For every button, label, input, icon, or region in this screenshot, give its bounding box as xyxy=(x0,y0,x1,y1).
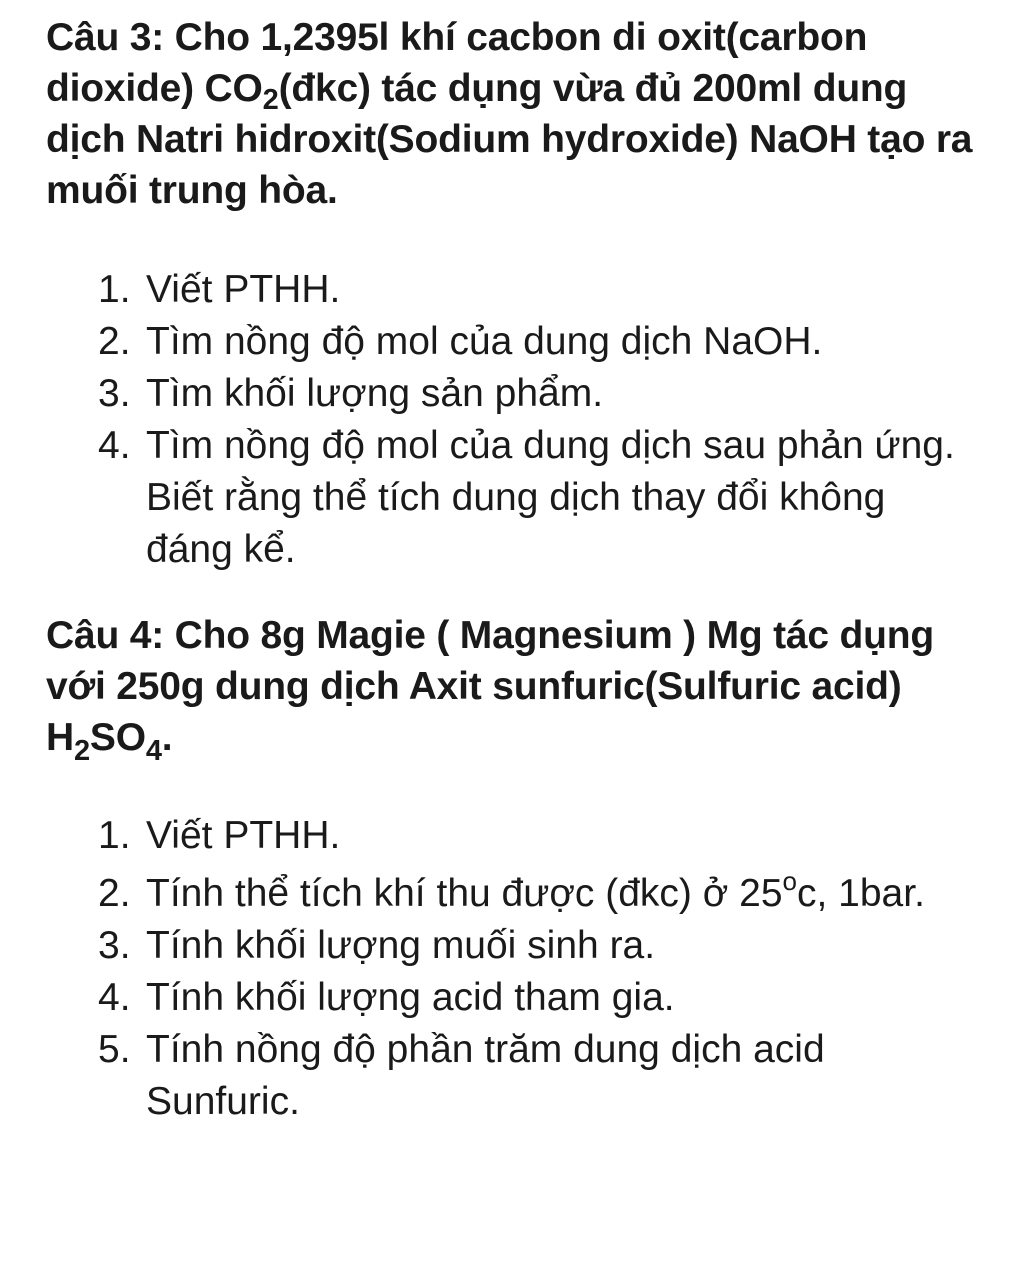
question-3-heading-text: Câu 3: Cho 1,2395l khí cacbon di oxit(carbon dioxide) CO xyxy=(46,16,868,110)
list-item xyxy=(98,316,978,368)
question-4-heading-text: Câu 4: Cho 8g Magie ( Magnesium ) Mg tác dụng với 250g dung dịch Axit sunfuric(Sulfuric acid) H xyxy=(46,614,935,759)
list-item xyxy=(98,972,978,1024)
list-item-number: 5. xyxy=(98,1028,131,1071)
question-4-heading-formula: SO xyxy=(89,716,146,759)
list-item-number: 4. xyxy=(98,424,131,467)
degree-superscript: o xyxy=(782,866,797,896)
list-item-number: 2. xyxy=(98,872,131,915)
list-item-number: 3. xyxy=(98,924,131,967)
question-4-heading-text-end: . xyxy=(161,716,173,759)
list-item-text: Tính khối lượng muối sinh ra. xyxy=(146,924,656,967)
list-item-number: 3. xyxy=(98,372,131,415)
question-3-heading-text-end: (đkc) tác dụng vừa đủ 200ml dung dịch Natri hidroxit(Sodium hydroxide) NaOH tạo ra muối trung hòa. xyxy=(46,67,973,212)
list-item-text: Tính thể tích khí thu được (đkc) ở 25 xyxy=(146,872,783,915)
list-item-text: Viết PTHH. xyxy=(146,814,341,857)
list-item xyxy=(98,264,978,316)
list-item-text: Tính khối lượng acid tham gia. xyxy=(146,976,675,1019)
so4-subscript: 4 xyxy=(145,735,162,767)
list-item xyxy=(98,868,978,920)
list-item-text: Tìm nồng độ mol của dung dịch sau phản ứng. Biết rằng thể tích dung dịch thay đổi không đáng kể. xyxy=(146,424,955,571)
list-item-text: Tìm nồng độ mol của dung dịch NaOH. xyxy=(146,320,823,363)
list-item-number: 1. xyxy=(98,268,131,311)
question-3-list xyxy=(98,264,978,576)
h2-subscript: 2 xyxy=(73,735,90,767)
list-item-text: Viết PTHH. xyxy=(146,268,341,311)
co2-subscript: 2 xyxy=(262,84,279,116)
question-4-list xyxy=(98,810,978,1128)
list-item-number: 4. xyxy=(98,976,131,1019)
list-item-text: Tính nồng độ phần trăm dung dịch acid Sunfuric. xyxy=(146,1028,825,1123)
list-item-number: 2. xyxy=(98,320,131,363)
list-item xyxy=(98,920,978,972)
list-item xyxy=(98,810,978,862)
list-item-text: Tìm khối lượng sản phẩm. xyxy=(146,372,604,415)
list-item-number: 1. xyxy=(98,814,131,857)
list-item xyxy=(98,420,978,576)
list-item xyxy=(98,368,978,420)
list-item xyxy=(98,1024,978,1128)
list-item-text-end: c, 1bar. xyxy=(797,872,925,915)
question-3-heading xyxy=(46,12,996,216)
question-4-heading xyxy=(46,610,996,767)
